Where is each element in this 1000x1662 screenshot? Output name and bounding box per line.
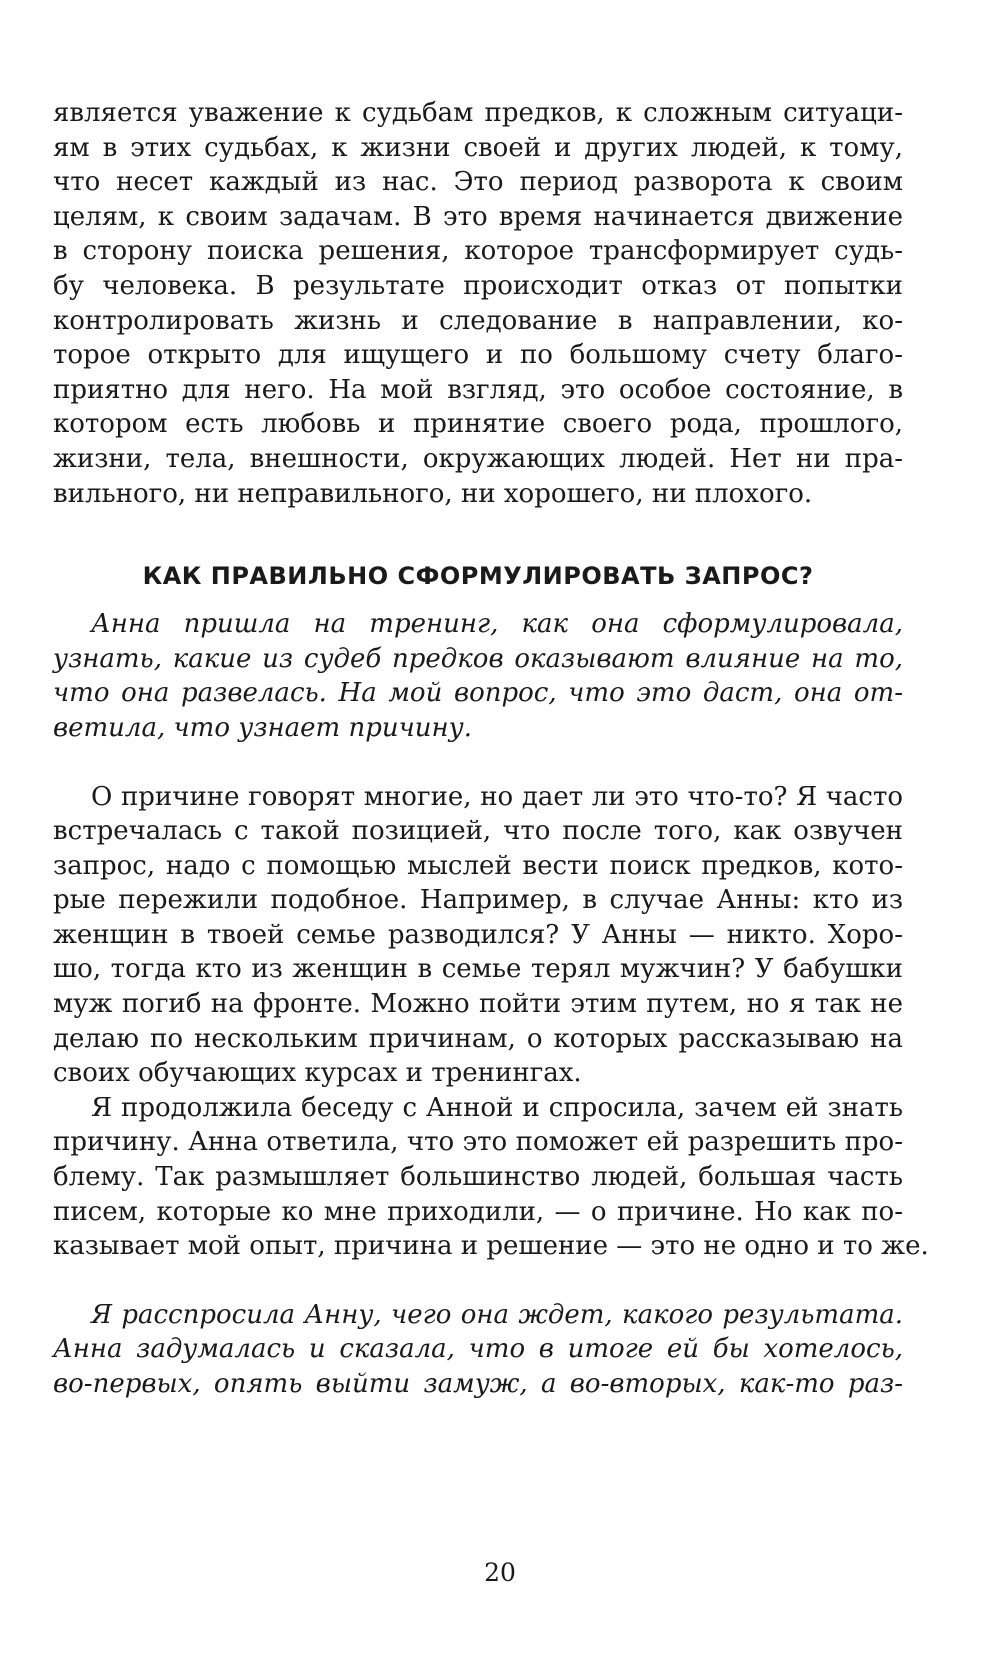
text-line: во-первых, опять выйти замуж, а во-вторых, как-то раз- <box>53 1369 903 1399</box>
text-line: делаю по нескольким причинам, о которых рассказываю на <box>53 1023 903 1054</box>
text-line: ям в этих судьбах, к жизни своей и других людей, к тому, <box>53 132 903 163</box>
text-line: блему. Так размышляет большинство людей, большая часть <box>53 1162 903 1193</box>
paragraph-reason <box>53 780 903 1091</box>
text-line: котором есть любовь и принятие своего рода, прошлого, <box>53 409 903 440</box>
text-line: своих обучающих курсах и тренингах. <box>53 1058 582 1089</box>
text-line: Я расспросила Анну, чего она ждет, какого результата. <box>91 1299 903 1330</box>
text-line: причину. Анна ответила, что это поможет ей разрешить про- <box>53 1127 903 1158</box>
paragraph-intro <box>53 96 903 511</box>
case-anna-2 <box>53 1298 903 1402</box>
text-line: что она развелась. На мой вопрос, что это даст, она от- <box>53 678 903 709</box>
text-line: Анна пришла на тренинг, как она сформулировала, <box>91 609 903 640</box>
book-page <box>53 96 929 1402</box>
text-line: Я продолжила беседу с Анной и спросила, зачем ей знать <box>91 1092 903 1123</box>
page-number: 20 <box>484 1558 516 1587</box>
case-anna-1 <box>53 607 903 745</box>
text-line: целям, к своим задачам. В это время начинается движение <box>53 201 903 232</box>
text-line: шо, тогда кто из женщин в семье терял мужчин? У бабушки <box>53 954 903 985</box>
text-line: жизни, тела, внешности, окружающих людей. Нет ни пра- <box>53 443 903 474</box>
text-line: в сторону поиска решения, которое трансформирует судь- <box>53 236 903 267</box>
paragraph-dialog <box>53 1091 929 1264</box>
text-line: бу человека. В результате происходит отказ от попытки <box>53 270 903 301</box>
text-line: узнать, какие из судеб предков оказывают влияние на то, <box>53 643 903 674</box>
text-line: торое открыто для ищущего и по большому счету благо- <box>53 340 903 371</box>
text-line: женщин в твоей семье разводился? У Анны — никто. Хоро- <box>53 919 903 950</box>
text-line: писем, которые ко мне приходили, — о причине. Но как по- <box>53 1196 903 1227</box>
text-line: запрос, надо с помощью мыслей вести поиск предков, кото- <box>53 850 903 881</box>
text-line: Анна задумалась и сказала, что в итоге ей бы хотелось, <box>53 1334 903 1365</box>
text-line: рые пережили подобное. Например, в случае Анны: кто из <box>53 885 903 916</box>
text-line: контролировать жизнь и следование в направлении, ко- <box>53 305 903 336</box>
text-line: вильного, ни неправильного, ни хорошего, ни плохого. <box>53 478 813 509</box>
text-line: является уважение к судьбам предков, к сложным ситуаци- <box>53 98 903 128</box>
text-line: муж погиб на фронте. Можно пойти этим путем, но я так не <box>53 989 903 1020</box>
text-line: встречалась с такой позицией, что после того, как озвучен <box>53 816 903 847</box>
text-line: казывает мой опыт, причина и решение — это не одно и то же. <box>53 1231 929 1262</box>
text-line: приятно для него. На мой взгляд, это особое состояние, в <box>53 374 903 405</box>
section-heading: КАК ПРАВИЛЬНО СФОРМУЛИРОВАТЬ ЗАПРОС? <box>142 562 814 591</box>
text-line: что несет каждый из нас. Это период разворота к своим <box>53 167 903 198</box>
text-line: О причине говорят многие, но дает ли это что-то? Я часто <box>91 781 903 812</box>
text-line: ветила, что узнает причину. <box>53 712 472 743</box>
